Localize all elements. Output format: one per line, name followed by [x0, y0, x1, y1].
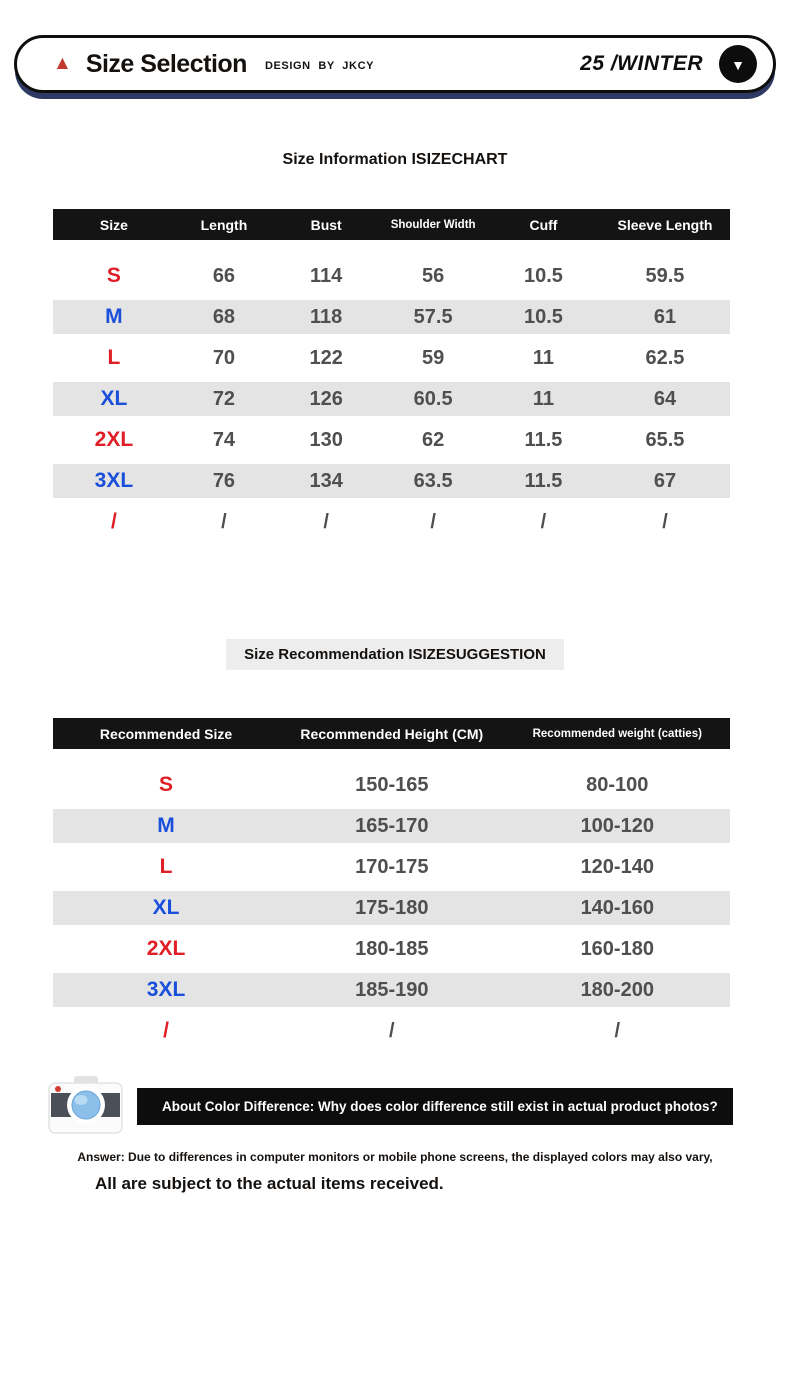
cell-value: 180-200: [580, 978, 654, 1001]
cell-value: 10.5: [523, 264, 563, 287]
header-banner: [14, 35, 776, 93]
cell-value: 60.5: [413, 387, 453, 410]
size-label: 2XL: [146, 937, 186, 960]
cell-value: 134: [309, 469, 343, 492]
cell-value: 160-180: [580, 937, 654, 960]
size-label: S: [106, 264, 121, 287]
table-row: [53, 505, 730, 539]
table-row: [53, 932, 730, 966]
cell-value: 126: [309, 387, 343, 410]
table-row: [53, 768, 730, 802]
table-row: [53, 382, 730, 416]
size-chart-body: [53, 240, 730, 539]
cell-value: /: [430, 510, 436, 533]
column-header-shoulder-width: Shoulder Width: [390, 218, 476, 231]
table-row: [53, 1014, 730, 1048]
cell-value: 118: [310, 305, 343, 328]
size-label: /: [163, 1019, 169, 1042]
table-row: [53, 300, 730, 334]
table-row: [53, 341, 730, 375]
column-header-recommended-size: Recommended Size: [99, 725, 233, 742]
cell-value: 11.5: [524, 428, 563, 451]
design-credit: DESIGN BY JKCY: [264, 60, 375, 72]
cell-value: 150-165: [355, 773, 429, 796]
cell-value: /: [323, 510, 329, 533]
cell-value: 68: [212, 305, 236, 328]
cell-value: 180-185: [355, 937, 429, 960]
cell-value: 120-140: [580, 855, 654, 878]
size-recommendation-heading: Size Recommendation ISIZESUGGESTION: [226, 639, 564, 670]
color-difference-question: About Color Difference: Why does color difference still exist in actual product photos?: [162, 1099, 718, 1114]
table-row: [53, 464, 730, 498]
column-header-size: Size: [99, 216, 128, 233]
cell-value: 66: [212, 264, 236, 287]
cell-value: 65.5: [645, 428, 685, 451]
size-chart-table: [53, 209, 730, 539]
circle-down-arrow-icon: [719, 45, 757, 83]
cell-value: 10.5: [523, 305, 563, 328]
header-right: [580, 45, 757, 83]
cell-value: /: [540, 510, 547, 533]
color-difference-section: [48, 1076, 733, 1134]
cell-value: 59: [421, 346, 445, 369]
cell-value: 63.5: [413, 469, 453, 492]
size-label: 3XL: [94, 469, 134, 492]
cell-value: 80-100: [586, 773, 649, 796]
cell-value: 175-180: [355, 896, 429, 919]
cell-value: 140-160: [580, 896, 654, 919]
cell-value: 72: [212, 387, 236, 410]
cell-value: 57.5: [413, 305, 453, 328]
size-recommendation-table: [53, 718, 730, 1048]
red-triangle-icon: ▲: [53, 52, 72, 74]
size-label: S: [159, 773, 174, 796]
cell-value: /: [221, 510, 227, 533]
cell-value: 62.5: [645, 346, 685, 369]
cell-value: 185-190: [355, 978, 429, 1001]
column-header-sleeve-length: Sleeve Length: [617, 216, 713, 233]
cell-value: 61: [653, 305, 677, 328]
cell-value: 130: [309, 428, 343, 451]
table-row: [53, 850, 730, 884]
cell-value: /: [614, 1019, 621, 1042]
cell-value: 67: [653, 469, 677, 492]
size-label: XL: [152, 896, 180, 919]
size-recommendation-body: [53, 749, 730, 1048]
size-label: XL: [100, 387, 128, 410]
size-label: L: [107, 346, 121, 369]
cell-value: /: [389, 1019, 395, 1042]
cell-value: 62: [421, 428, 445, 451]
header-left: [53, 50, 374, 79]
page-title: Size Selection: [85, 49, 247, 78]
color-difference-question-bar: [137, 1088, 733, 1125]
column-header-bust: Bust: [310, 216, 342, 233]
size-chart-heading: Size Information ISIZECHART: [282, 151, 508, 168]
column-header-length: Length: [200, 216, 248, 233]
cell-value: 100-120: [580, 814, 654, 837]
cell-value: 11: [532, 346, 555, 369]
cell-value: 74: [212, 428, 236, 451]
cell-value: 170-175: [355, 855, 429, 878]
cell-value: 70: [212, 346, 236, 369]
size-label: 2XL: [94, 428, 134, 451]
down-arrow-glyph: ▼: [731, 57, 745, 73]
table-row: [53, 973, 730, 1007]
size-label: 3XL: [146, 978, 186, 1001]
size-label: M: [105, 305, 123, 328]
column-header-cuff: Cuff: [529, 216, 558, 233]
size-recommendation-heading-wrap: [0, 639, 790, 670]
column-header-recommended-weight: Recommended weight (catties): [532, 727, 702, 740]
color-difference-note: All are subject to the actual items received.: [95, 1174, 444, 1193]
cell-value: 122: [309, 346, 343, 369]
color-difference-answer: Answer: Due to differences in computer monitors or mobile phone screens, the displayed colors may also vary,: [77, 1150, 713, 1164]
cell-value: 59.5: [645, 264, 685, 287]
season-label: 25 /WINTER: [580, 52, 703, 75]
cell-value: /: [662, 510, 668, 533]
camera-icon: [48, 1076, 123, 1134]
column-header-recommended-height: Recommended Height (CM): [300, 725, 484, 742]
table-row: [53, 891, 730, 925]
size-label: M: [157, 814, 175, 837]
cell-value: 56: [421, 264, 445, 287]
cell-value: 76: [212, 469, 236, 492]
size-recommendation-header-row: [53, 718, 730, 749]
cell-value: 11: [532, 387, 555, 410]
size-label: L: [159, 855, 173, 878]
size-label: /: [111, 510, 117, 533]
table-row: [53, 809, 730, 843]
table-row: [53, 423, 730, 457]
cell-value: 165-170: [355, 814, 429, 837]
table-row: [53, 259, 730, 293]
cell-value: 11.5: [524, 469, 563, 492]
cell-value: 64: [653, 387, 677, 410]
cell-value: 114: [310, 264, 343, 287]
size-chart-header-row: [53, 209, 730, 240]
